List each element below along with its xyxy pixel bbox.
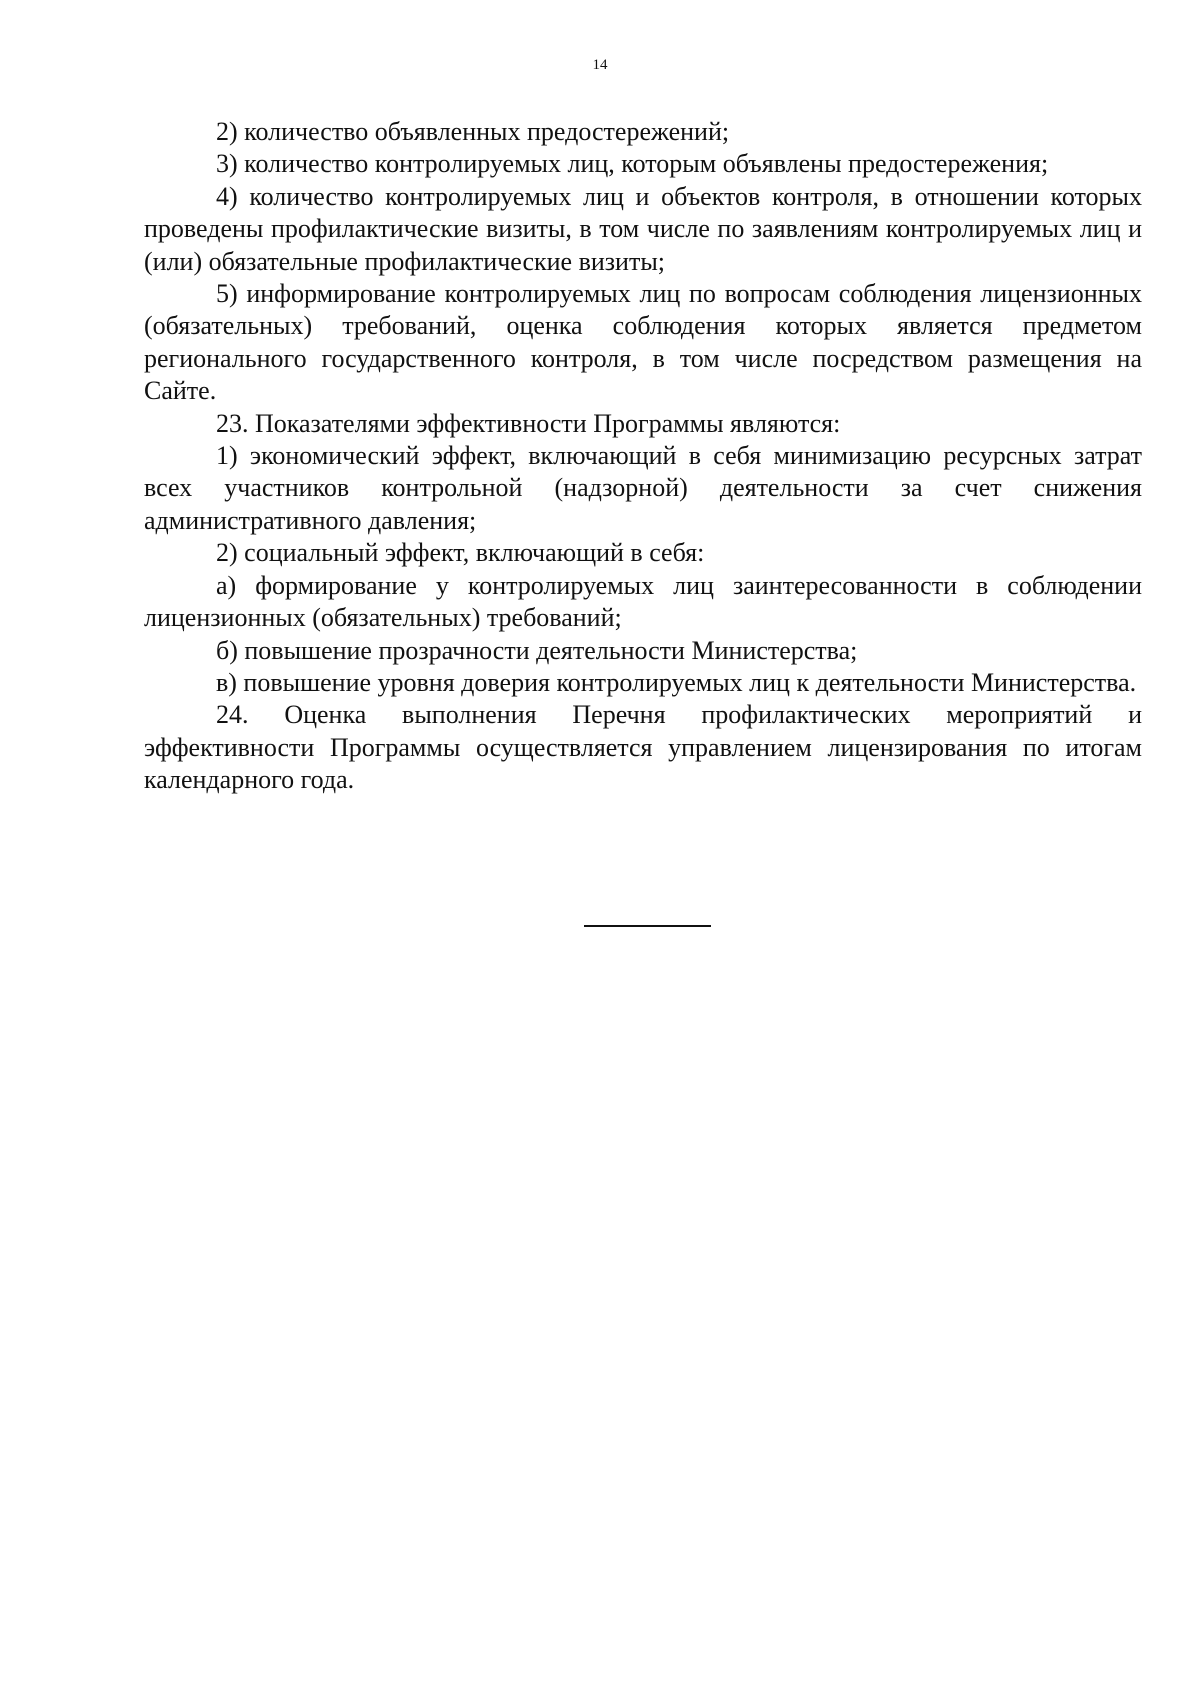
paragraph-subitem-v: в) повышение уровня доверия контролируемых лиц к деятельности Министерства. [216, 667, 1137, 697]
paragraph-section-24: 24. Оценка выполнения Перечня профилактических мероприятий и эффективности Программы осуществляется управлением лицензирования по итогам календарного года. [144, 700, 1142, 795]
paragraph-item-4: 4) количество контролируемых лиц и объектов контроля, в отношении которых проведены профилактические визиты, в том числе по заявлениям контролируемых лиц и (или) обязательные профилактические визиты; [144, 181, 1142, 276]
paragraph-item-1-economic: 1) экономический эффект, включающий в себя минимизацию ресурсных затрат всех участников контрольной (надзорной) деятельности за счет снижения административного давления; [144, 441, 1142, 535]
paragraph-subitem-a: а) формирование у контролируемых лиц заинтересованности в соблюдении лицензионных (обязательных) требований; [144, 570, 1142, 633]
paragraph-section-23: 23. Показателями эффективности Программы являются: [216, 408, 841, 438]
paragraph-item-5: 5) информирование контролируемых лиц по вопросам соблюдения лицензионных (обязательных) требований, оценка соблюдения которых является предметом регионального государственного контроля, в том числе посредством размещения на Сайте. [144, 279, 1142, 406]
paragraph-item-2: 2) количество объявленных предостережений; [216, 117, 730, 146]
end-of-document-rule [584, 925, 711, 927]
paragraph-subitem-b: б) повышение прозрачности деятельности Министерства; [216, 635, 858, 665]
paragraph-item-2-social: 2) социальный эффект, включающий в себя: [216, 538, 705, 568]
paragraph-item-3: 3) количество контролируемых лиц, которым объявлены предостережения; [216, 149, 1049, 179]
page-number: 14 [592, 57, 608, 73]
document-body [144, 116, 1142, 797]
